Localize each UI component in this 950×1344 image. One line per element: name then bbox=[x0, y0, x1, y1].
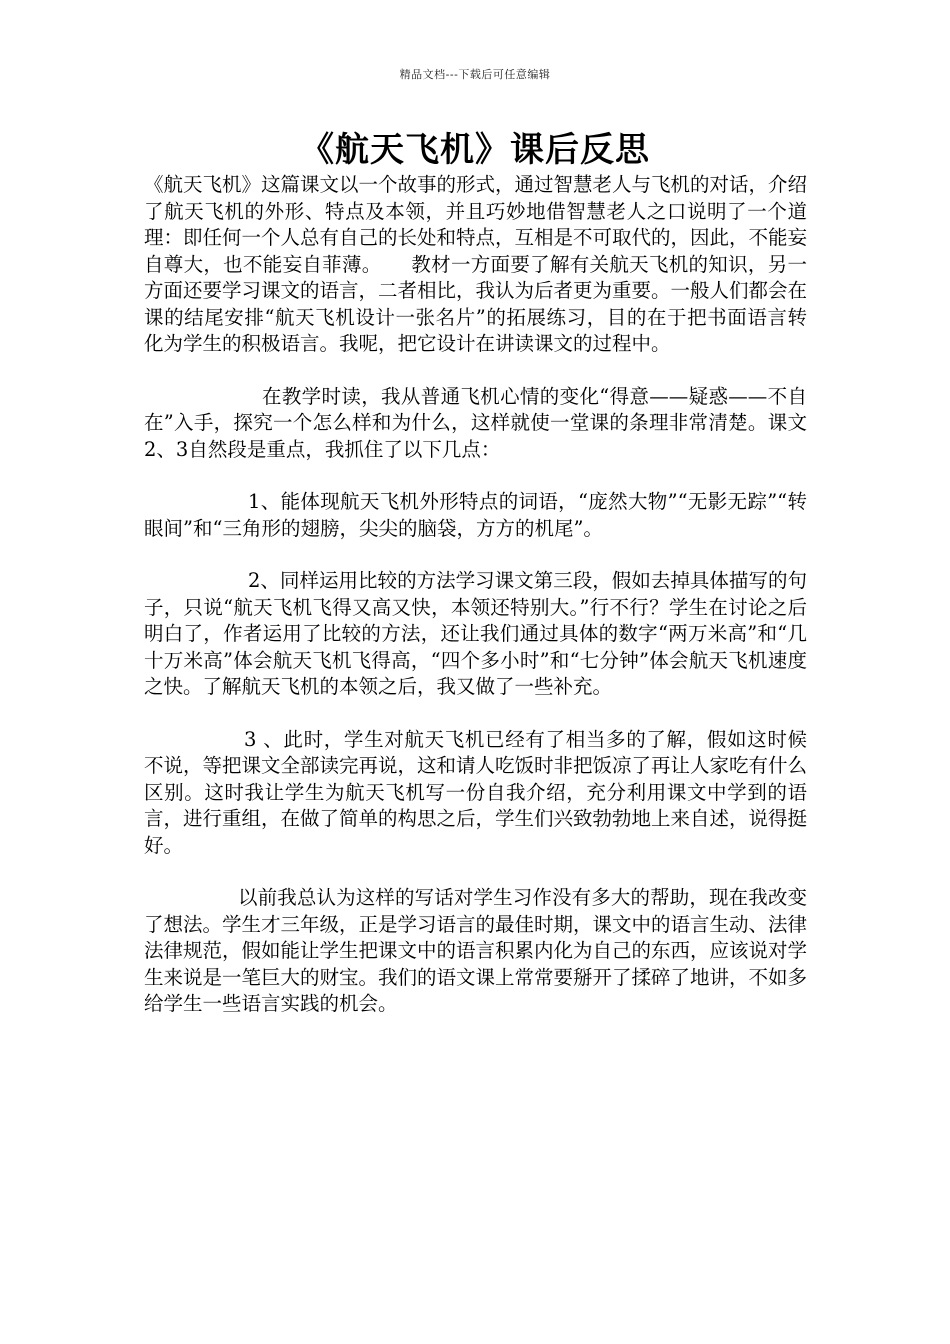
paragraph-point-1: 1、能体现航天飞机外形特点的词语，“庞然大物”“无影无踪”“转眼间”和“三角形的翅膀，尖尖的脑袋，方方的机尾”。 bbox=[144, 490, 807, 540]
paragraph-gap bbox=[144, 463, 807, 489]
paragraph-teaching: 在教学时读，我从普通飞机心情的变化“得意——疑惑——不自在”入手，探究一个怎么样和为什么，这样就使一堂课的条理非常清楚。课文2、3自然段是重点，我抓住了以下几点： bbox=[144, 384, 807, 461]
page-header-note: 精品文档---下载后可任意编辑 bbox=[399, 68, 551, 81]
paragraph-gap bbox=[144, 701, 807, 727]
paragraph-gap bbox=[144, 358, 807, 384]
paragraph-point-2: 2、同样运用比较的方法学习课文第三段，假如去掉具体描写的句子，只说“航天飞机飞得又高又快，本领还特别大。”行不行？学生在讨论之后明白了，作者运用了比较的方法，还让我们通过具体的数字“两万米高”和“几十万米高”体会航天飞机飞得高，“四个多小时”和“七分钟”体会航天飞机速度之快。了解航天飞机的本领之后，我又做了一些补充。 bbox=[144, 569, 807, 698]
paragraph-point-3: 3 、此时，学生对航天飞机已经有了相当多的了解，假如这时候不说，等把课文全部读完再说，这和请人吃饭时非把饭凉了再让人家吃有什么区别。这时我让学生为航天飞机写一份自我介绍，充分利用课文中学到的语言，进行重组，在做了简单的构思之后，学生们兴致勃勃地上来自述，说得挺好。 bbox=[144, 727, 808, 857]
paragraph-intro: 《航天飞机》这篇课文以一个故事的形式，通过智慧老人与飞机的对话，介绍了航天飞机的外形、特点及本领，并且巧妙地借智慧老人之口说明了一个道理：即任何一个人总有自己的长处和特点，互相是不可取代的，因此，不能妄自尊大，也不能妄自菲薄。 教材一方面要了解有关航天飞机的知识，另一方面还要学习课文的语言，二者相比，我认为后者更为重要。一般人们都会在课的结尾安排“航天飞机设计一张名片”的拓展练习，目的在于把书面语言转化为学生的积极语言。我呢，把它设计在讲读课文的过程中。 bbox=[144, 173, 808, 355]
paragraph-gap bbox=[144, 859, 807, 885]
document-title: 《航天飞机》课后反思 bbox=[300, 130, 650, 170]
document-body bbox=[144, 172, 807, 1018]
paragraph-gap bbox=[144, 542, 807, 568]
paragraph-conclusion: 以前我总认为这样的写话对学生习作没有多大的帮助，现在我改变了想法。学生才三年级，正是学习语言的最佳时期，课文中的语言生动、法律法律规范，假如能让学生把课文中的语言积累内化为自己的东西，应该说对学生来说是一笔巨大的财宝。我们的语文课上常常要掰开了揉碎了地讲，不如多给学生一些语言实践的机会。 bbox=[144, 886, 808, 1015]
